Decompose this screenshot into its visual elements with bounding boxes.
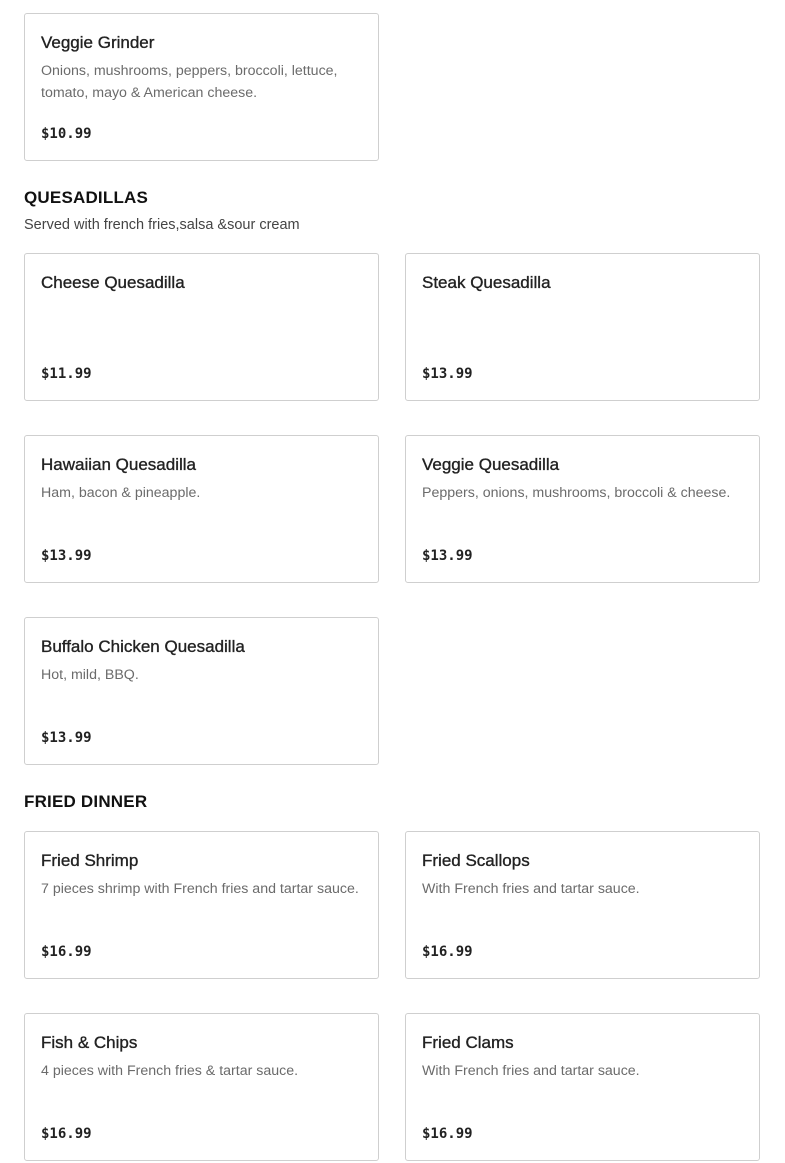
menu-item-price: $10.99: [41, 126, 92, 142]
menu-item-name: Veggie Grinder: [41, 33, 155, 52]
menu-item-price: $16.99: [422, 1126, 473, 1142]
menu-item-description: Hot, mild, BBQ.: [41, 667, 139, 683]
menu-item-name: Fish & Chips: [41, 1033, 138, 1052]
menu-item-card[interactable]: [405, 253, 760, 401]
menu-item-description: 7 pieces shrimp with French fries and tartar sauce.: [41, 881, 359, 897]
menu-item-card[interactable]: [24, 831, 379, 979]
menu-item-card[interactable]: [24, 435, 379, 583]
menu-item-card[interactable]: [405, 831, 760, 979]
menu-item-name: Veggie Quesadilla: [422, 455, 560, 474]
menu-item-card[interactable]: [24, 253, 379, 401]
menu-item-name: Fried Shrimp: [41, 851, 139, 870]
menu-item-card[interactable]: [24, 13, 379, 161]
menu-item-description: Ham, bacon & pineapple.: [41, 485, 201, 501]
menu-item-name: Cheese Quesadilla: [41, 273, 185, 292]
menu-item-price: $13.99: [41, 730, 92, 746]
menu-item-description: Onions, mushrooms, peppers, broccoli, lettuce, tomato, mayo & American cheese.: [41, 63, 338, 101]
section-title-fried-dinner: FRIED DINNER: [24, 792, 148, 811]
menu-item-card[interactable]: [24, 617, 379, 765]
menu-item-price: $13.99: [422, 548, 473, 564]
menu-item-price: $11.99: [41, 366, 92, 382]
menu-item-price: $16.99: [422, 944, 473, 960]
menu-item-description: With French fries and tartar sauce.: [422, 1063, 640, 1079]
menu-item-description: With French fries and tartar sauce.: [422, 881, 640, 897]
menu-item-card[interactable]: [405, 435, 760, 583]
section-title-quesadillas: QUESADILLAS: [24, 188, 149, 207]
menu-item-card[interactable]: [405, 1013, 760, 1161]
menu-item-card[interactable]: [24, 1013, 379, 1161]
menu-item-name: Buffalo Chicken Quesadilla: [41, 637, 245, 656]
menu-item-price: $16.99: [41, 1126, 92, 1142]
menu-item-price: $16.99: [41, 944, 92, 960]
menu-item-name: Fried Clams: [422, 1033, 514, 1052]
menu-item-name: Fried Scallops: [422, 851, 530, 870]
menu-item-name: Steak Quesadilla: [422, 273, 551, 292]
menu-item-description: 4 pieces with French fries & tartar sauce.: [41, 1063, 299, 1079]
menu-item-price: $13.99: [41, 548, 92, 564]
menu-item-name: Hawaiian Quesadilla: [41, 455, 196, 474]
menu-item-description: Peppers, onions, mushrooms, broccoli & cheese.: [422, 485, 731, 501]
section-subtitle-quesadillas: Served with french fries,salsa &sour cream: [24, 217, 300, 233]
menu-item-price: $13.99: [422, 366, 473, 382]
